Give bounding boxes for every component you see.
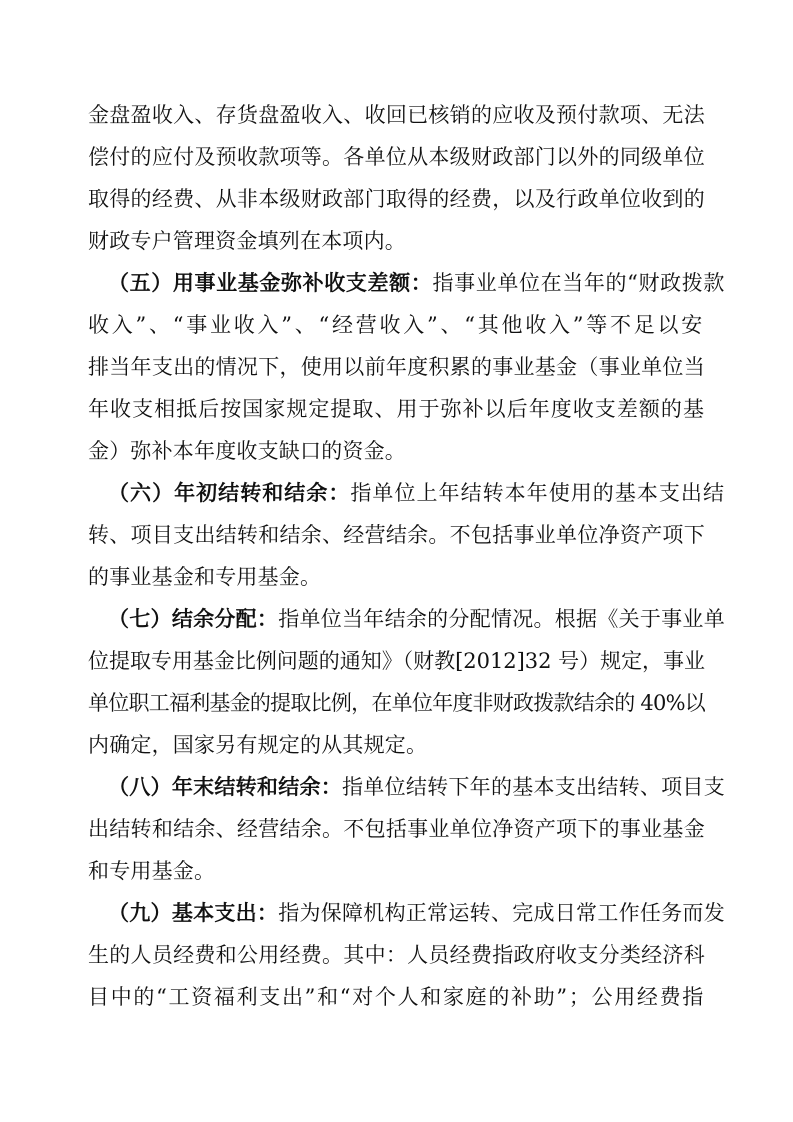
body-line — [88, 389, 705, 429]
line-text: 财政专户管理资金填列在本项内。 — [88, 229, 406, 253]
line-text: 取得的经费、从非本级财政部门取得的经费，以及行政单位收到的 — [88, 187, 705, 211]
body-line — [88, 809, 705, 849]
line-text: 位提取专用基金比例问题的通知》（财教[2012]32 号）规定，事业 — [88, 649, 705, 673]
line-text: 和专用基金。 — [88, 859, 216, 883]
body-line — [88, 179, 705, 219]
line-text: 转、项目支出结转和结余、经营结余。不包括事业单位净资产项下 — [88, 523, 705, 547]
line-text: 指单位结转下年的基本支出结转、项目支 — [342, 775, 725, 799]
body-line — [88, 137, 705, 177]
line-text: 指单位上年结转本年使用的基本支出结 — [350, 481, 725, 505]
line-text: 内确定，国家另有规定的从其规定。 — [88, 733, 428, 757]
body-line — [88, 641, 705, 681]
section-heading: （九）基本支出： — [108, 900, 279, 925]
body-line — [88, 851, 705, 891]
section-heading: （五）用事业基金弥补收支差额： — [108, 270, 433, 295]
line-text: 指单位当年结余的分配情况。根据《关于事业单 — [278, 607, 725, 631]
line-text: 单位职工福利基金的提取比例，在单位年度非财政拨款结余的 40%以 — [88, 691, 705, 715]
section-heading-line — [108, 893, 725, 933]
body-line — [88, 431, 705, 471]
line-text: 金）弥补本年度收支缺口的资金。 — [88, 439, 406, 463]
body-line — [88, 557, 705, 597]
body-line — [88, 977, 705, 1017]
section-heading: （八）年末结转和结余： — [108, 774, 343, 799]
line-text: 年收支相抵后按国家规定提取、用于弥补以后年度收支差额的基 — [88, 397, 705, 421]
line-text: 生的人员经费和公用经费。其中：人员经费指政府收支分类经济科 — [88, 943, 705, 967]
line-text: 目中的“工资福利支出”和“对个人和家庭的补助”；公用经费指 — [88, 985, 705, 1009]
section-heading-line — [108, 263, 725, 303]
line-text: 指为保障机构正常运转、完成日常工作任务而发 — [278, 901, 725, 925]
body-line — [88, 515, 705, 555]
line-text: 的事业基金和专用基金。 — [88, 565, 322, 589]
body-line — [88, 95, 705, 135]
line-text: 出结转和结余、经营结余。不包括事业单位净资产项下的事业基金 — [88, 817, 705, 841]
body-line — [88, 935, 705, 975]
body-line — [88, 683, 705, 723]
section-heading-line — [108, 473, 725, 513]
line-text: 排当年支出的情况下，使用以前年度积累的事业基金（事业单位当 — [88, 355, 705, 379]
body-line — [88, 305, 705, 345]
body-line — [88, 725, 705, 765]
section-heading: （六）年初结转和结余： — [108, 480, 351, 505]
section-heading-line — [108, 767, 725, 807]
body-line — [88, 221, 705, 261]
line-text: 金盘盈收入、存货盘盈收入、收回已核销的应收及预付款项、无法 — [88, 103, 705, 127]
body-line — [88, 347, 705, 387]
section-heading: （七）结余分配： — [108, 606, 279, 631]
line-text: 偿付的应付及预收款项等。各单位从本级财政部门以外的同级单位 — [88, 145, 705, 169]
line-text: 指事业单位在当年的“财政拨款 — [432, 271, 725, 295]
line-text: 收入”、“事业收入”、“经营收入”、“其他收入”等不足以安 — [88, 313, 705, 337]
section-heading-line — [108, 599, 725, 639]
